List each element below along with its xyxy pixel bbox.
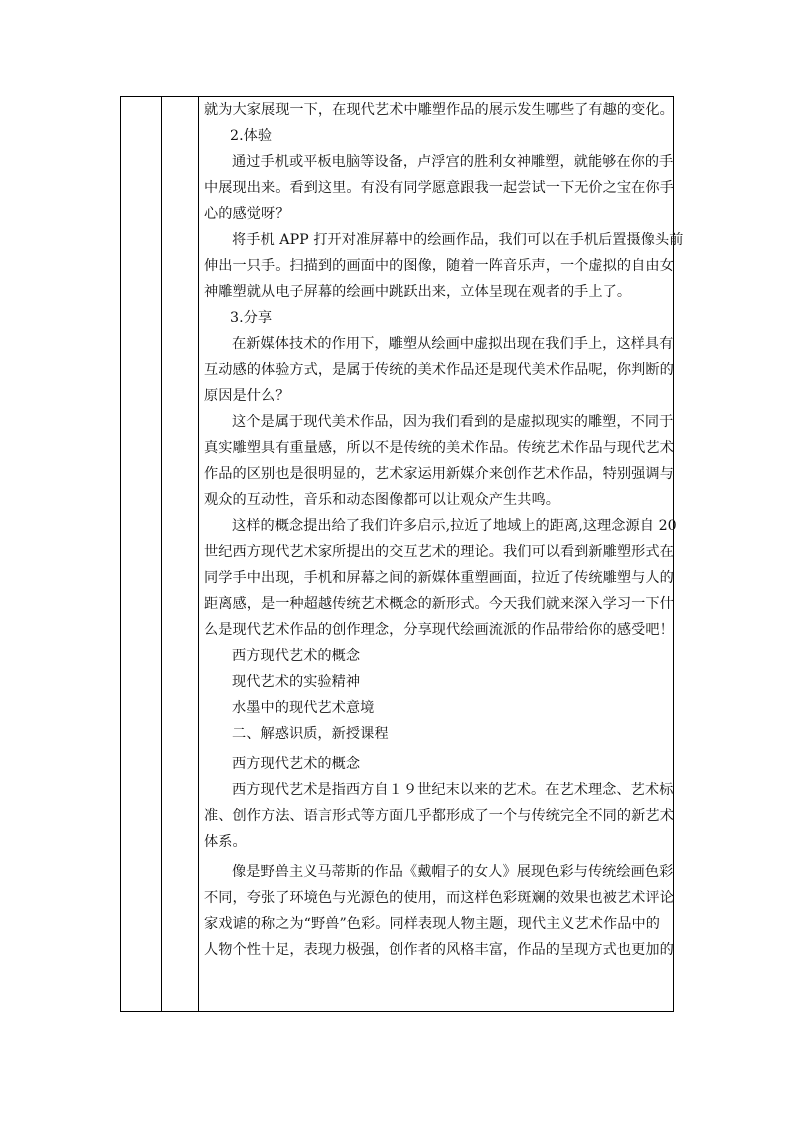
text-line: 距离感，是一种超越传统艺术概念的新形式。今天我们就来深入学习一下什 xyxy=(204,596,674,612)
lesson-content-cell xyxy=(204,97,684,963)
text-line: 西方现代艺术是指西方自１９世纪末以来的艺术。在艺术理念、艺术标 xyxy=(232,782,674,798)
text-line: 真实雕塑具有重量感，所以不是传统的美术作品。传统艺术作品与现代艺术 xyxy=(204,440,674,456)
text-line: 就为大家展现一下，在现代艺术中雕塑作品的展示发生哪些了有趣的变化。 xyxy=(204,102,674,118)
text-line: 原因是什么？ xyxy=(204,388,290,404)
subsection-title: 西方现代艺术的概念 xyxy=(232,756,361,772)
text-line: 通过手机或平板电脑等设备，卢浮宫的胜利女神雕塑，就能够在你的手 xyxy=(232,154,674,170)
text-line: 心的感觉呀？ xyxy=(204,206,290,222)
text-line: 体系。 xyxy=(204,834,247,850)
text-line: 这个是属于现代美术作品，因为我们看到的是虚拟现实的雕塑，不同于 xyxy=(232,414,674,430)
text-line: 在新媒体技术的作用下，雕塑从绘画中虚拟出现在我们手上，这样具有 xyxy=(232,336,674,352)
column-divider-1 xyxy=(161,97,162,1011)
text-line: 世纪西方现代艺术家所提出的交互艺术的理论。我们可以看到新雕塑形式在 xyxy=(204,544,674,560)
topic-item: 西方现代艺术的概念 xyxy=(232,648,361,664)
text-line: 作品的区别也是很明显的，艺术家运用新媒介来创作艺术作品，特别强调与 xyxy=(204,466,674,482)
section-heading-share: 3.分享 xyxy=(230,310,273,326)
text-line: 这样的概念提出给了我们许多启示,拉近了地域上的距离,这理念源自 20 xyxy=(232,518,677,534)
topic-item: 现代艺术的实验精神 xyxy=(232,674,361,690)
text-line: 同学手中出现，手机和屏幕之间的新媒体重塑画面，拉近了传统雕塑与人的 xyxy=(204,570,674,586)
text-line: 不同，夸张了环境色与光源色的使用，而这样色彩斑斓的效果也被艺术评论 xyxy=(204,890,674,906)
text-line: 准、创作方法、语言形式等方面几乎都形成了一个与传统完全不同的新艺术 xyxy=(204,808,674,824)
text-line: 伸出一只手。扫描到的画面中的图像，随着一阵音乐声，一个虚拟的自由女 xyxy=(204,258,674,274)
text-line: 观众的互动性，音乐和动态图像都可以让观众产生共鸣。 xyxy=(204,492,560,508)
text-line: 神雕塑就从电子屏幕的绘画中跳跃出来，立体呈现在观者的手上了。 xyxy=(204,284,632,300)
text-line: 家戏谑的称之为“野兽”色彩。同样表现人物主题，现代主义艺术作品中的 xyxy=(204,916,660,932)
column-divider-2 xyxy=(198,97,199,1011)
section-heading-new-lesson: 二、解惑识质，新授课程 xyxy=(232,726,389,742)
text-line: 中展现出来。看到这里。有没有同学愿意跟我一起尝试一下无价之宝在你手 xyxy=(204,180,674,196)
text-line: 互动感的体验方式，是属于传统的美术作品还是现代美术作品呢，你判断的 xyxy=(204,362,674,378)
text-line: 将手机 APP 打开对准屏幕中的绘画作品，我们可以在手机后置摄像头前 xyxy=(232,232,684,248)
text-line: 人物个性十足，表现力极强，创作者的风格丰富，作品的呈现方式也更加的 xyxy=(204,942,674,958)
text-line: 么是现代艺术作品的创作理念，分享现代绘画流派的作品带给你的感受吧！ xyxy=(204,622,674,638)
topic-item: 水墨中的现代艺术意境 xyxy=(232,700,375,716)
table-frame xyxy=(120,96,684,1012)
section-heading-experience: 2.体验 xyxy=(230,128,273,144)
text-line: 像是野兽主义马蒂斯的作品《戴帽子的女人》展现色彩与传统绘画色彩 xyxy=(232,864,674,880)
